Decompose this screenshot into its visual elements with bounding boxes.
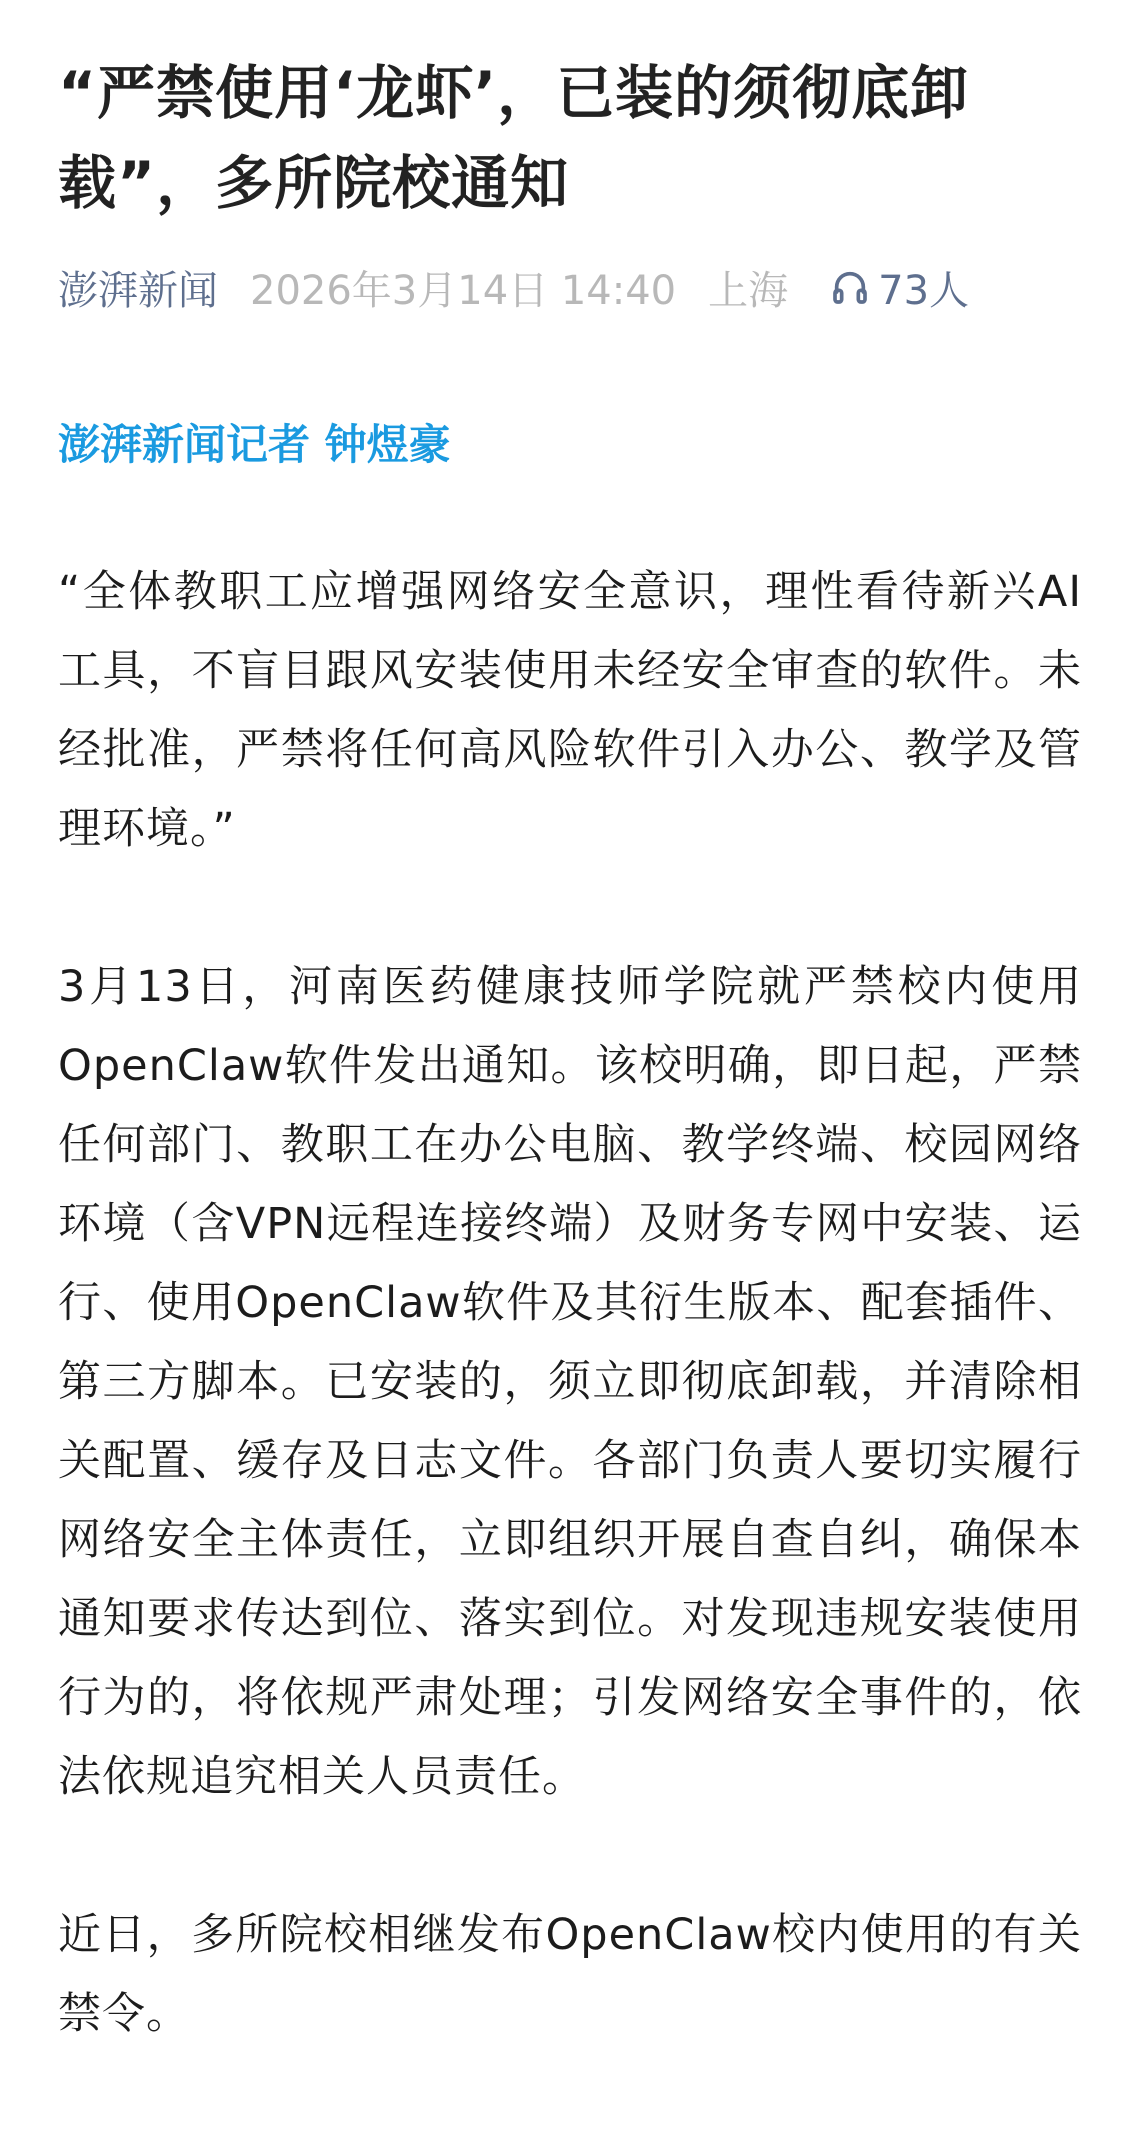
article-paragraph: “全体教职工应增强网络安全意识，理性看待新兴AI工具，不盲目跟风安装使用未经安全审查的软件。未经批准，严禁将任何高风险软件引入办公、教学及管理环境。” bbox=[58, 567, 1082, 854]
article bbox=[58, 0, 1082, 2054]
article-paragraph: 3月13日，河南医药健康技师学院就严禁校内使用OpenClaw软件发出通知。该校明确，即日起，严禁任何部门、教职工在办公电脑、教学终端、校园网络环境（含VPN远程连接终端）及财务专网中安装、运行、使用OpenClaw软件及其衍生版本、配套插件、第三方脚本。已安装的，须立即彻底卸载，并清除相关配置、缓存及日志文件。各部门负责人要切实履行网络安全主体责任，立即组织开展自查自纠，确保本通知要求传达到位、落实到位。对发现违规安装使用行为的，将依规严肃处理；引发网络安全事件的，依法依规追究相关人员责任。 bbox=[58, 962, 1082, 1802]
article-title: “严禁使用‘龙虾’，已装的须彻底卸载”，多所院校通知 bbox=[58, 59, 970, 217]
publish-location: 上海 bbox=[708, 267, 789, 314]
source-link[interactable]: 澎湃新闻 bbox=[58, 267, 218, 314]
listener-count: 73人 bbox=[878, 267, 970, 314]
article-meta bbox=[58, 255, 1082, 319]
article-paragraph: 近日，多所院校相继发布OpenClaw校内使用的有关禁令。 bbox=[58, 1910, 1082, 2039]
publish-time: 2026年3月14日 14:40 bbox=[250, 267, 677, 314]
listen-button[interactable] bbox=[830, 259, 969, 316]
headphones-icon bbox=[830, 267, 870, 307]
reporter-byline: 澎湃新闻记者 钟煜豪 bbox=[58, 420, 451, 469]
